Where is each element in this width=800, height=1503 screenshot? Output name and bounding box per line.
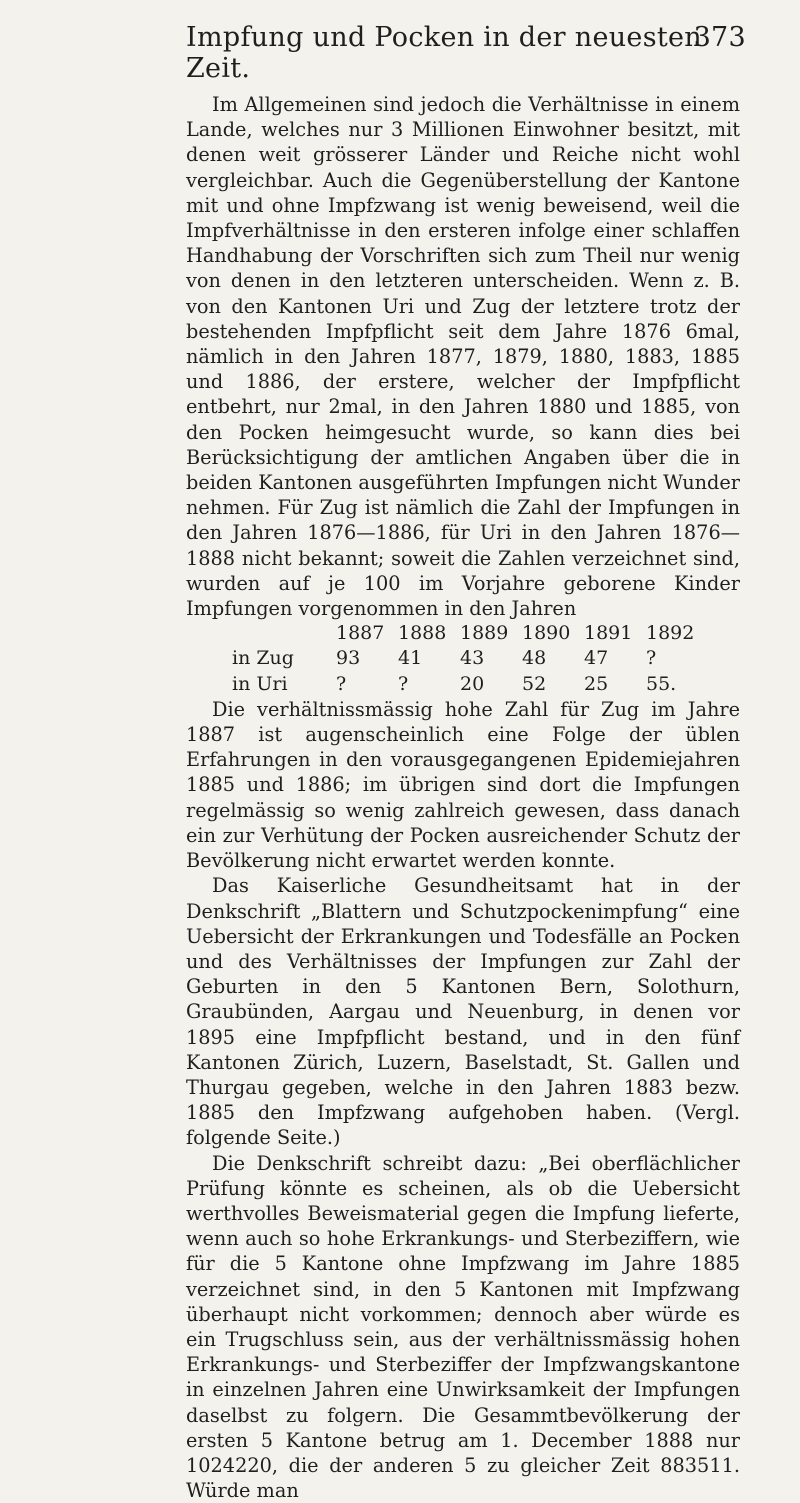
table-cell: 20 bbox=[460, 672, 485, 695]
table-cell: 41 bbox=[398, 647, 423, 670]
table-cell: 52 bbox=[522, 672, 547, 695]
table-row-zug bbox=[186, 646, 708, 671]
year-1892: 1892 bbox=[646, 622, 695, 645]
table-header-row bbox=[186, 621, 708, 646]
paragraph-3: Das Kaiserliche Gesundheitsamt hat in der Denkschrift „Blattern und Schutzpockenimpfung“ eine Uebersicht der Erkrankungen und Todesfälle an Pocken und des Verhältnisses der Impfungen zur Zahl der Geburten in den 5 Kantonen Bern, Solothurn, Graubünden, Aargau und Neuenburg, in denen vor 1895 eine Impfpflicht bestand, und in den fünf Kantonen Zürich, Luzern, Baselstadt, St. Gallen und Thurgau gegeben, welche in den Jahren 1883 bezw. 1885 den Impfzwang aufgehoben haben. (Vergl. folgende Seite.) bbox=[186, 874, 740, 1150]
table-cell: ? bbox=[398, 672, 409, 695]
year-1889: 1889 bbox=[460, 622, 509, 645]
year-1890: 1890 bbox=[522, 622, 571, 645]
table-cell: 93 bbox=[336, 647, 361, 670]
table-cell: ? bbox=[646, 647, 657, 670]
table-cell: 55. bbox=[646, 672, 677, 695]
table-cell: 47 bbox=[584, 647, 609, 670]
table-cell: 25 bbox=[584, 672, 609, 695]
year-1888: 1888 bbox=[398, 622, 447, 645]
vaccination-table bbox=[186, 621, 708, 697]
table-corner-cell bbox=[186, 621, 336, 646]
table-cell: 48 bbox=[522, 647, 547, 670]
row-label-uri: in Uri bbox=[232, 672, 288, 695]
body-text bbox=[186, 92, 740, 1503]
year-1891: 1891 bbox=[584, 622, 633, 645]
table-row-uri bbox=[186, 672, 708, 697]
paragraph-4: Die Denkschrift schreibt dazu: „Bei oberflächlicher Prüfung könnte es scheinen, als ob die Uebersicht werthvolles Beweismaterial gegen die Impfung lieferte, wenn auch so hohe Erkrankungs- und Sterbeziffern, wie für die 5 Kantone ohne Impfzwang im Jahre 1885 verzeichnet sind, in den 5 Kantonen mit Impfzwang überhaupt nicht vorkommen; dennoch aber würde es ein Trugschluss sein, aus der verhältnissmässig hohen Erkrankungs- und Sterbeziffer der Impfzwangskantone in einzelnen Jahren eine Unwirksamkeit der Impfungen daselbst zu folgern. Die Gesammtbevölkerung der ersten 5 Kantone betrug am 1. December 1888 nur 1024220, die der anderen 5 zu gleicher Zeit 883511. Würde man bbox=[186, 1151, 740, 1503]
paragraph-1: Im Allgemeinen sind jedoch die Verhältnisse in einem Lande, welches nur 3 Millionen Einwohner besitzt, mit denen weit grösserer Länder und Reiche nicht wohl vergleichbar. Auch die Gegenüberstellung der Kantone mit und ohne Impfzwang ist wenig beweisend, weil die Impfverhältnisse in den ersteren infolge einer schlaffen Handhabung der Vorschriften sich zum Theil nur wenig von denen in den letzteren unterscheiden. Wenn z. B. von den Kantonen Uri und Zug der letztere trotz der bestehenden Impfpflicht seit dem Jahre 1876 6mal, nämlich in den Jahren 1877, 1879, 1880, 1883, 1885 und 1886, der erstere, welcher der Impfpflicht entbehrt, nur 2mal, in den Jahren 1880 und 1885, von den Pocken heimgesucht wurde, so kann dies bei Berücksichtigung der amtlichen Angaben über die in beiden Kantonen ausgeführten Impfungen nicht Wunder nehmen. Für Zug ist nämlich die Zahl der Impfungen in den Jahren 1876—1886, für Uri in den Jahren 1876—1888 nicht bekannt; soweit die Zahlen verzeichnet sind, wurden auf je 100 im Vorjahre geborene Kinder Impfungen vorgenommen in den Jahren bbox=[186, 93, 740, 621]
paragraph-2: Die verhältnissmässig hohe Zahl für Zug im Jahre 1887 ist augenscheinlich eine Folge der üblen Erfahrungen in den vorausgegangenen Epidemiejahren 1885 und 1886; im übrigen sind dort die Impfungen regelmässig so wenig zahlreich gewesen, dass danach ein zur Verhütung der Pocken ausreichender Schutz der Bevölkerung nicht erwartet werden konnte. bbox=[186, 697, 740, 873]
table-cell: 43 bbox=[460, 647, 485, 670]
running-title: Impfung und Pocken in der neuesten Zeit. bbox=[186, 22, 702, 84]
table-cell: ? bbox=[336, 672, 347, 695]
year-1887: 1887 bbox=[336, 622, 385, 645]
row-label-zug: in Zug bbox=[232, 647, 294, 670]
page-number: 373 bbox=[693, 22, 746, 53]
